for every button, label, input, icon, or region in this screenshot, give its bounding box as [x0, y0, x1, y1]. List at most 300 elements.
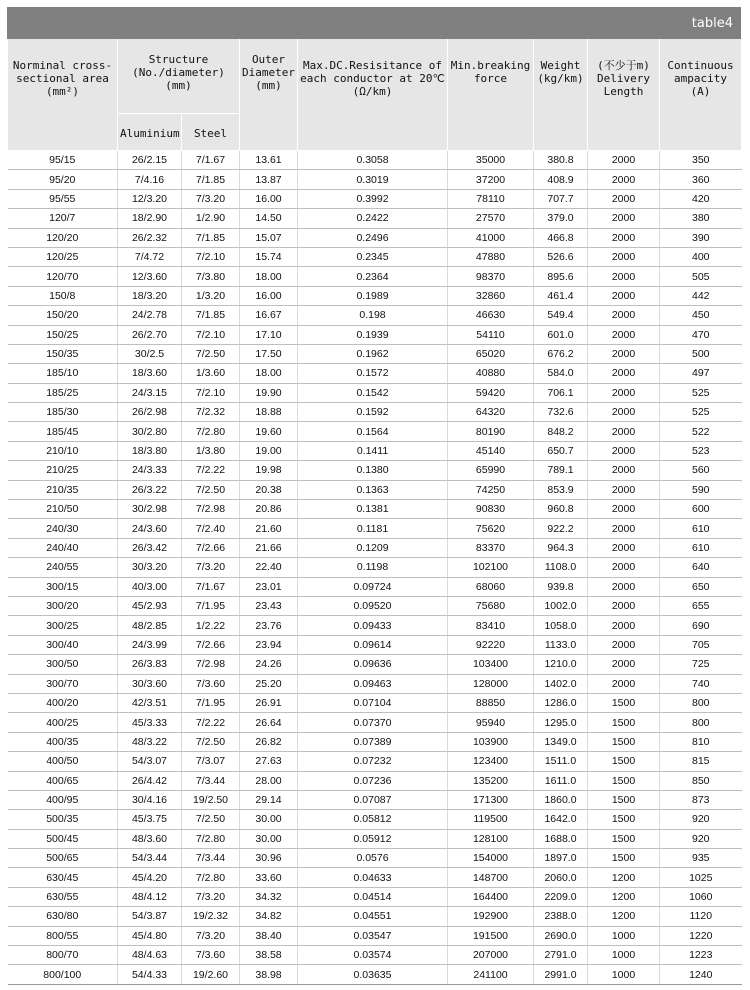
- cell-ampacity: 522: [660, 422, 742, 441]
- table-row: [8, 325, 742, 344]
- cell-breaking-force: 65020: [448, 344, 534, 363]
- cell-steel: 7/3.44: [182, 771, 240, 790]
- cell-delivery-length: 2000: [588, 635, 660, 654]
- table-row: [8, 247, 742, 266]
- table-row: [8, 519, 742, 538]
- cell-steel: 7/2.50: [182, 732, 240, 751]
- cell-steel: 7/2.66: [182, 635, 240, 654]
- cell-area: 210/10: [8, 441, 118, 460]
- cell-outer-diameter: 21.66: [240, 538, 298, 557]
- cell-resistance: 0.1542: [298, 383, 448, 402]
- cell-area: 400/35: [8, 732, 118, 751]
- cell-weight: 1688.0: [534, 829, 588, 848]
- cell-outer-diameter: 14.50: [240, 209, 298, 228]
- cell-steel: 7/1.85: [182, 228, 240, 247]
- cell-area: 120/25: [8, 247, 118, 266]
- cell-ampacity: 590: [660, 480, 742, 499]
- cell-steel: 1/3.20: [182, 286, 240, 305]
- cell-weight: 1611.0: [534, 771, 588, 790]
- cell-delivery-length: 2000: [588, 616, 660, 635]
- cell-aluminium: 45/3.75: [118, 810, 182, 829]
- cell-resistance: 0.2422: [298, 209, 448, 228]
- cell-breaking-force: 88850: [448, 693, 534, 712]
- cell-aluminium: 24/2.78: [118, 306, 182, 325]
- cell-area: 400/20: [8, 693, 118, 712]
- table-row: [8, 887, 742, 906]
- cell-area: 500/65: [8, 849, 118, 868]
- cell-area: 800/55: [8, 926, 118, 945]
- cell-outer-diameter: 13.61: [240, 151, 298, 170]
- cell-steel: 7/2.10: [182, 325, 240, 344]
- cell-outer-diameter: 17.50: [240, 344, 298, 363]
- cell-outer-diameter: 34.82: [240, 907, 298, 926]
- cell-resistance: 0.2345: [298, 247, 448, 266]
- cell-delivery-length: 2000: [588, 538, 660, 557]
- table-row: [8, 926, 742, 945]
- cell-steel: 1/2.90: [182, 209, 240, 228]
- cell-weight: 526.6: [534, 247, 588, 266]
- cell-weight: 789.1: [534, 461, 588, 480]
- cell-area: 400/50: [8, 752, 118, 771]
- cell-outer-diameter: 16.00: [240, 286, 298, 305]
- cell-outer-diameter: 23.43: [240, 596, 298, 615]
- cell-delivery-length: 2000: [588, 151, 660, 170]
- cell-area: 150/8: [8, 286, 118, 305]
- cell-aluminium: 30/2.98: [118, 500, 182, 519]
- table-row: [8, 771, 742, 790]
- cell-outer-diameter: 29.14: [240, 790, 298, 809]
- cell-outer-diameter: 18.00: [240, 267, 298, 286]
- cell-weight: 706.1: [534, 383, 588, 402]
- cell-steel: 7/1.95: [182, 693, 240, 712]
- cell-outer-diameter: 23.01: [240, 577, 298, 596]
- cell-weight: 1133.0: [534, 635, 588, 654]
- cell-delivery-length: 2000: [588, 422, 660, 441]
- cell-delivery-length: 2000: [588, 306, 660, 325]
- cell-resistance: 0.09724: [298, 577, 448, 596]
- cell-steel: 7/3.20: [182, 926, 240, 945]
- cell-area: 630/80: [8, 907, 118, 926]
- cell-ampacity: 740: [660, 674, 742, 693]
- cell-breaking-force: 32860: [448, 286, 534, 305]
- cell-outer-diameter: 19.60: [240, 422, 298, 441]
- cell-aluminium: 54/3.07: [118, 752, 182, 771]
- cell-outer-diameter: 30.96: [240, 849, 298, 868]
- table-body: [8, 151, 742, 985]
- cell-aluminium: 30/2.5: [118, 344, 182, 363]
- table-row: [8, 810, 742, 829]
- cell-aluminium: 30/2.80: [118, 422, 182, 441]
- cell-ampacity: 497: [660, 364, 742, 383]
- cell-steel: 1/3.80: [182, 441, 240, 460]
- cell-breaking-force: 192900: [448, 907, 534, 926]
- cell-ampacity: 810: [660, 732, 742, 751]
- table-row: [8, 344, 742, 363]
- cell-outer-diameter: 15.07: [240, 228, 298, 247]
- cell-breaking-force: 103900: [448, 732, 534, 751]
- cell-outer-diameter: 26.91: [240, 693, 298, 712]
- cell-outer-diameter: 38.58: [240, 946, 298, 965]
- table-row: [8, 422, 742, 441]
- cell-outer-diameter: 27.63: [240, 752, 298, 771]
- cell-delivery-length: 2000: [588, 480, 660, 499]
- cell-breaking-force: 78110: [448, 189, 534, 208]
- cell-ampacity: 600: [660, 500, 742, 519]
- table-row: [8, 655, 742, 674]
- cell-resistance: 0.07087: [298, 790, 448, 809]
- cell-area: 500/35: [8, 810, 118, 829]
- cell-breaking-force: 123400: [448, 752, 534, 771]
- cell-outer-diameter: 21.60: [240, 519, 298, 538]
- cell-outer-diameter: 26.82: [240, 732, 298, 751]
- header-aluminium: Aluminium: [118, 114, 182, 151]
- cell-resistance: 0.1209: [298, 538, 448, 557]
- cell-delivery-length: 1200: [588, 868, 660, 887]
- cell-steel: 7/3.80: [182, 267, 240, 286]
- cell-area: 120/70: [8, 267, 118, 286]
- cell-breaking-force: 64320: [448, 403, 534, 422]
- cell-outer-diameter: 17.10: [240, 325, 298, 344]
- cell-resistance: 0.1939: [298, 325, 448, 344]
- cell-aluminium: 54/3.87: [118, 907, 182, 926]
- cell-steel: 7/1.95: [182, 596, 240, 615]
- cell-aluminium: 7/4.16: [118, 170, 182, 189]
- cell-breaking-force: 135200: [448, 771, 534, 790]
- cell-aluminium: 30/3.20: [118, 558, 182, 577]
- cell-delivery-length: 1500: [588, 693, 660, 712]
- cell-aluminium: 45/2.93: [118, 596, 182, 615]
- cell-breaking-force: 119500: [448, 810, 534, 829]
- cell-resistance: 0.03635: [298, 965, 448, 984]
- cell-resistance: 0.2364: [298, 267, 448, 286]
- cell-ampacity: 690: [660, 616, 742, 635]
- cell-ampacity: 525: [660, 383, 742, 402]
- cell-aluminium: 42/3.51: [118, 693, 182, 712]
- cell-delivery-length: 2000: [588, 325, 660, 344]
- cell-outer-diameter: 19.00: [240, 441, 298, 460]
- table-row: [8, 151, 742, 170]
- cell-ampacity: 1025: [660, 868, 742, 887]
- cell-steel: 7/1.85: [182, 170, 240, 189]
- table-row: [8, 693, 742, 712]
- cell-steel: 7/2.10: [182, 247, 240, 266]
- cell-area: 150/25: [8, 325, 118, 344]
- cell-steel: 7/3.60: [182, 674, 240, 693]
- table-label: table4: [691, 15, 733, 31]
- cell-breaking-force: 92220: [448, 635, 534, 654]
- cell-resistance: 0.04551: [298, 907, 448, 926]
- cell-ampacity: 500: [660, 344, 742, 363]
- cell-steel: 19/2.50: [182, 790, 240, 809]
- cell-ampacity: 815: [660, 752, 742, 771]
- cell-aluminium: 18/2.90: [118, 209, 182, 228]
- cell-area: 95/20: [8, 170, 118, 189]
- table-row: [8, 635, 742, 654]
- cell-ampacity: 650: [660, 577, 742, 596]
- cell-outer-diameter: 15.74: [240, 247, 298, 266]
- cell-outer-diameter: 19.98: [240, 461, 298, 480]
- cell-breaking-force: 171300: [448, 790, 534, 809]
- cell-outer-diameter: 30.00: [240, 810, 298, 829]
- cell-ampacity: 360: [660, 170, 742, 189]
- table-row: [8, 383, 742, 402]
- cell-steel: 7/2.98: [182, 655, 240, 674]
- cell-resistance: 0.1181: [298, 519, 448, 538]
- cell-weight: 2060.0: [534, 868, 588, 887]
- cell-area: 240/55: [8, 558, 118, 577]
- cell-ampacity: 725: [660, 655, 742, 674]
- cell-delivery-length: 2000: [588, 519, 660, 538]
- cell-delivery-length: 1200: [588, 907, 660, 926]
- cell-outer-diameter: 16.67: [240, 306, 298, 325]
- cell-ampacity: 850: [660, 771, 742, 790]
- cell-delivery-length: 1500: [588, 732, 660, 751]
- cell-weight: 1286.0: [534, 693, 588, 712]
- cell-area: 210/50: [8, 500, 118, 519]
- cell-area: 400/65: [8, 771, 118, 790]
- cell-steel: 7/2.40: [182, 519, 240, 538]
- cell-outer-diameter: 16.00: [240, 189, 298, 208]
- cell-steel: 7/2.98: [182, 500, 240, 519]
- cell-weight: 1058.0: [534, 616, 588, 635]
- cell-delivery-length: 1500: [588, 752, 660, 771]
- cell-ampacity: 1240: [660, 965, 742, 984]
- cell-delivery-length: 1000: [588, 965, 660, 984]
- cell-breaking-force: 95940: [448, 713, 534, 732]
- cell-delivery-length: 2000: [588, 674, 660, 693]
- cell-ampacity: 400: [660, 247, 742, 266]
- cell-area: 240/30: [8, 519, 118, 538]
- cell-weight: 2209.0: [534, 887, 588, 906]
- cell-ampacity: 350: [660, 151, 742, 170]
- cell-outer-diameter: 28.00: [240, 771, 298, 790]
- table-row: [8, 209, 742, 228]
- cell-weight: 1860.0: [534, 790, 588, 809]
- cell-steel: 7/3.07: [182, 752, 240, 771]
- cell-outer-diameter: 26.64: [240, 713, 298, 732]
- cell-delivery-length: 2000: [588, 461, 660, 480]
- table-row: [8, 752, 742, 771]
- cell-outer-diameter: 19.90: [240, 383, 298, 402]
- cell-ampacity: 705: [660, 635, 742, 654]
- cell-area: 185/30: [8, 403, 118, 422]
- cell-area: 120/20: [8, 228, 118, 247]
- cell-area: 120/7: [8, 209, 118, 228]
- cell-area: 240/40: [8, 538, 118, 557]
- cell-breaking-force: 103400: [448, 655, 534, 674]
- cell-weight: 707.7: [534, 189, 588, 208]
- cell-weight: 2388.0: [534, 907, 588, 926]
- cell-aluminium: 26/3.22: [118, 480, 182, 499]
- table-row: [8, 306, 742, 325]
- cell-delivery-length: 1500: [588, 849, 660, 868]
- cell-area: 400/25: [8, 713, 118, 732]
- cell-resistance: 0.1198: [298, 558, 448, 577]
- table-row: [8, 228, 742, 247]
- cell-area: 630/55: [8, 887, 118, 906]
- cell-area: 300/20: [8, 596, 118, 615]
- table-row: [8, 403, 742, 422]
- cell-breaking-force: 98370: [448, 267, 534, 286]
- cell-weight: 2791.0: [534, 946, 588, 965]
- cell-ampacity: 640: [660, 558, 742, 577]
- cell-resistance: 0.1564: [298, 422, 448, 441]
- cell-ampacity: 800: [660, 693, 742, 712]
- cell-aluminium: 26/2.15: [118, 151, 182, 170]
- cell-steel: 19/2.32: [182, 907, 240, 926]
- cell-resistance: 0.3992: [298, 189, 448, 208]
- cell-breaking-force: 207000: [448, 946, 534, 965]
- cell-aluminium: 48/3.60: [118, 829, 182, 848]
- cell-outer-diameter: 13.87: [240, 170, 298, 189]
- table-row: [8, 790, 742, 809]
- cell-aluminium: 45/4.80: [118, 926, 182, 945]
- table-header: [8, 39, 742, 151]
- cell-delivery-length: 2000: [588, 655, 660, 674]
- cell-resistance: 0.1411: [298, 441, 448, 460]
- cell-ampacity: 920: [660, 829, 742, 848]
- cell-breaking-force: 37200: [448, 170, 534, 189]
- cell-delivery-length: 2000: [588, 247, 660, 266]
- cell-weight: 2690.0: [534, 926, 588, 945]
- cell-breaking-force: 128100: [448, 829, 534, 848]
- cell-delivery-length: 2000: [588, 189, 660, 208]
- header-structure: Structure (No./diameter) (mm): [118, 39, 240, 114]
- cell-steel: 7/2.22: [182, 461, 240, 480]
- cell-resistance: 0.09463: [298, 674, 448, 693]
- header-delivery-length: (不少于m) Delivery Length: [588, 39, 660, 151]
- table-row: [8, 364, 742, 383]
- cell-area: 300/40: [8, 635, 118, 654]
- cell-steel: 7/2.80: [182, 422, 240, 441]
- cell-aluminium: 24/3.99: [118, 635, 182, 654]
- table-row: [8, 674, 742, 693]
- cell-delivery-length: 2000: [588, 577, 660, 596]
- cell-steel: 19/2.60: [182, 965, 240, 984]
- cell-area: 95/15: [8, 151, 118, 170]
- conductor-spec-table: [7, 39, 742, 985]
- header-ampacity: Continuous ampacity (A): [660, 39, 742, 151]
- cell-weight: 650.7: [534, 441, 588, 460]
- cell-ampacity: 560: [660, 461, 742, 480]
- cell-steel: 7/1.85: [182, 306, 240, 325]
- cell-delivery-length: 1500: [588, 771, 660, 790]
- cell-outer-diameter: 25.20: [240, 674, 298, 693]
- cell-aluminium: 26/3.42: [118, 538, 182, 557]
- cell-delivery-length: 1500: [588, 790, 660, 809]
- cell-steel: 7/2.50: [182, 480, 240, 499]
- cell-resistance: 0.07370: [298, 713, 448, 732]
- cell-outer-diameter: 18.88: [240, 403, 298, 422]
- cell-ampacity: 1223: [660, 946, 742, 965]
- cell-outer-diameter: 24.26: [240, 655, 298, 674]
- cell-aluminium: 12/3.60: [118, 267, 182, 286]
- cell-ampacity: 800: [660, 713, 742, 732]
- cell-weight: 939.8: [534, 577, 588, 596]
- cell-resistance: 0.05912: [298, 829, 448, 848]
- cell-weight: 1295.0: [534, 713, 588, 732]
- cell-resistance: 0.07232: [298, 752, 448, 771]
- cell-resistance: 0.198: [298, 306, 448, 325]
- cell-area: 150/35: [8, 344, 118, 363]
- cell-breaking-force: 191500: [448, 926, 534, 945]
- cell-outer-diameter: 38.40: [240, 926, 298, 945]
- cell-breaking-force: 68060: [448, 577, 534, 596]
- cell-weight: 2991.0: [534, 965, 588, 984]
- cell-ampacity: 1060: [660, 887, 742, 906]
- cell-outer-diameter: 23.76: [240, 616, 298, 635]
- cell-area: 300/70: [8, 674, 118, 693]
- cell-aluminium: 24/3.33: [118, 461, 182, 480]
- cell-steel: 7/2.80: [182, 868, 240, 887]
- cell-resistance: 0.09614: [298, 635, 448, 654]
- cell-weight: 1349.0: [534, 732, 588, 751]
- table-row: [8, 480, 742, 499]
- cell-delivery-length: 1200: [588, 887, 660, 906]
- cell-ampacity: 450: [660, 306, 742, 325]
- cell-delivery-length: 2000: [588, 500, 660, 519]
- table-row: [8, 170, 742, 189]
- table-row: [8, 616, 742, 635]
- cell-outer-diameter: 20.38: [240, 480, 298, 499]
- cell-aluminium: 12/3.20: [118, 189, 182, 208]
- cell-resistance: 0.3019: [298, 170, 448, 189]
- cell-aluminium: 24/3.60: [118, 519, 182, 538]
- table-row: [8, 189, 742, 208]
- cell-resistance: 0.3058: [298, 151, 448, 170]
- cell-area: 150/20: [8, 306, 118, 325]
- header-area: Norminal cross-sectional area (mm²): [8, 39, 118, 151]
- cell-aluminium: 30/3.60: [118, 674, 182, 693]
- cell-resistance: 0.1363: [298, 480, 448, 499]
- cell-delivery-length: 1500: [588, 810, 660, 829]
- cell-outer-diameter: 23.94: [240, 635, 298, 654]
- cell-delivery-length: 2000: [588, 403, 660, 422]
- cell-delivery-length: 2000: [588, 383, 660, 402]
- cell-area: 185/10: [8, 364, 118, 383]
- cell-resistance: 0.1572: [298, 364, 448, 383]
- cell-breaking-force: 102100: [448, 558, 534, 577]
- header-steel: Steel: [182, 114, 240, 151]
- cell-resistance: 0.0576: [298, 849, 448, 868]
- cell-aluminium: 30/4.16: [118, 790, 182, 809]
- cell-weight: 676.2: [534, 344, 588, 363]
- cell-weight: 732.6: [534, 403, 588, 422]
- cell-resistance: 0.09636: [298, 655, 448, 674]
- cell-area: 630/45: [8, 868, 118, 887]
- cell-delivery-length: 2000: [588, 364, 660, 383]
- cell-aluminium: 48/4.63: [118, 946, 182, 965]
- cell-breaking-force: 59420: [448, 383, 534, 402]
- cell-aluminium: 26/4.42: [118, 771, 182, 790]
- cell-ampacity: 442: [660, 286, 742, 305]
- cell-breaking-force: 241100: [448, 965, 534, 984]
- table-row: [8, 286, 742, 305]
- cell-area: 185/45: [8, 422, 118, 441]
- table-title-bar: [7, 7, 741, 39]
- cell-aluminium: 48/3.22: [118, 732, 182, 751]
- cell-steel: 7/3.60: [182, 946, 240, 965]
- table-row: [8, 732, 742, 751]
- cell-aluminium: 18/3.60: [118, 364, 182, 383]
- cell-delivery-length: 2000: [588, 441, 660, 460]
- cell-steel: 1/3.60: [182, 364, 240, 383]
- table-row: [8, 500, 742, 519]
- cell-breaking-force: 41000: [448, 228, 534, 247]
- cell-delivery-length: 2000: [588, 170, 660, 189]
- cell-weight: 1642.0: [534, 810, 588, 829]
- cell-aluminium: 26/2.32: [118, 228, 182, 247]
